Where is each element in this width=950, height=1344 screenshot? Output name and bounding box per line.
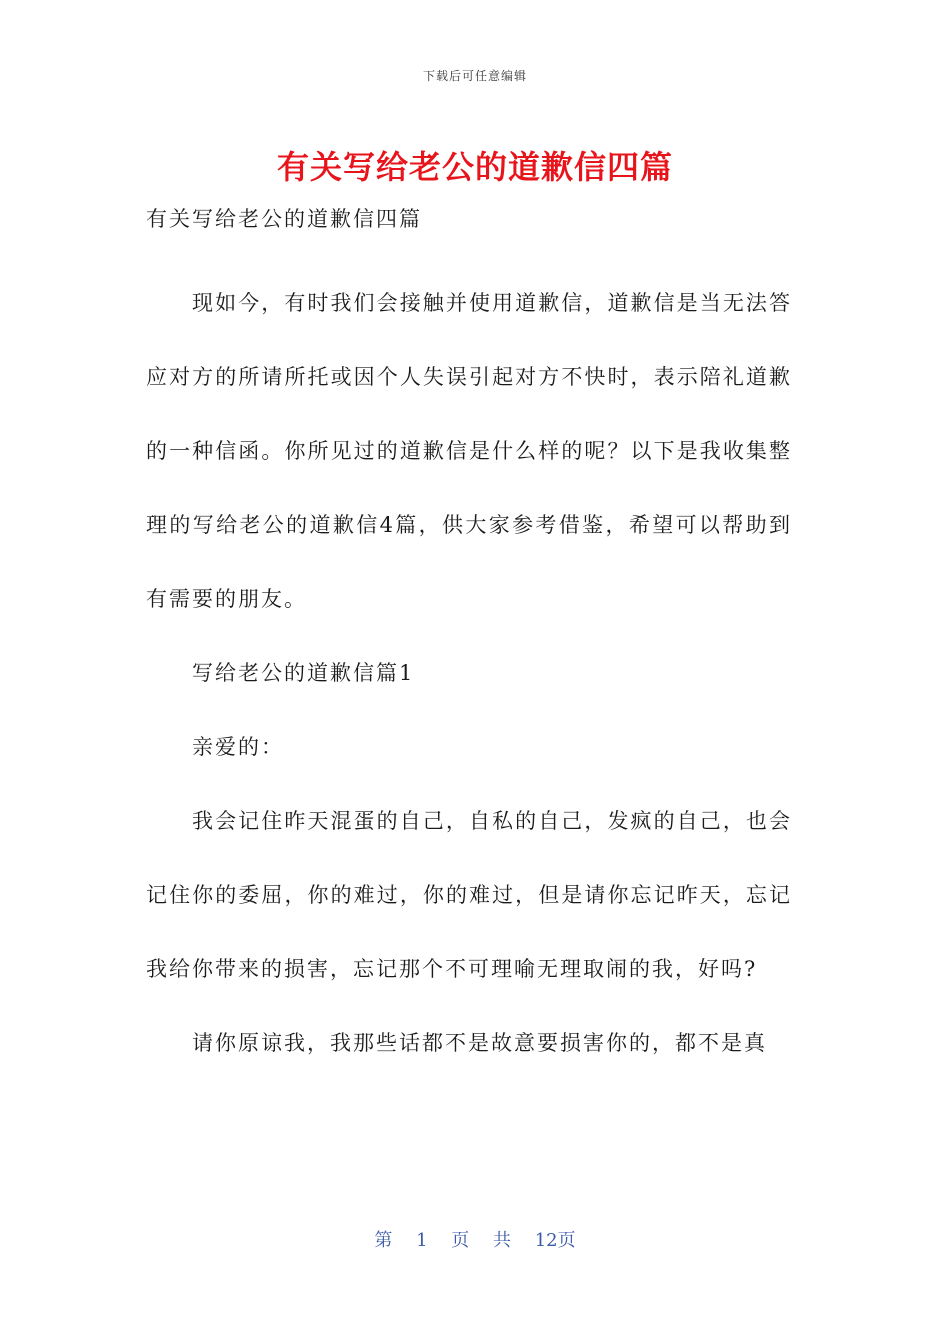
footer-total-pages: 12页 [534,1230,576,1251]
section-heading: 写给老公的道歉信篇1 [192,661,415,685]
paragraph-intro: 现如今，有时我们会接触并使用道歉信，道歉信是当无法答应对方的所请所托或因个人失误引起对方不快时，表示陪礼道歉的一种信函。你所见过的道歉信是什么样的呢？以下是我收集整理的写给老公的道歉信4篇，供大家参考借鉴，希望可以帮助到有需要的朋友。 [146,291,792,611]
paragraph-body-2: 请你原谅我，我那些话都不是故意要损害你的，都不是真 [192,1031,767,1055]
page-footer [0,1226,950,1252]
footer-total-label: 共 [493,1230,511,1251]
document-body [146,196,792,1080]
paragraph-body-1: 我会记住昨天混蛋的自己，自私的自己，发疯的自己，也会记住你的委屈，你的难过，你的难过，但是请你忘记昨天，忘记我给你带来的损害，忘记那个不可理喻无理取闹的我，好吗? [146,809,792,981]
footer-current-page: 1 [416,1230,428,1251]
paragraph-salutation: 亲爱的： [192,735,284,759]
document-title: 有关写给老公的道歉信四篇 [276,148,673,186]
document-subtitle: 有关写给老公的道歉信四篇 [146,207,422,231]
header-note: 下载后可任意编辑 [422,69,527,83]
footer-page-label: 页 [451,1230,470,1251]
footer-prefix: 第 [374,1230,393,1251]
